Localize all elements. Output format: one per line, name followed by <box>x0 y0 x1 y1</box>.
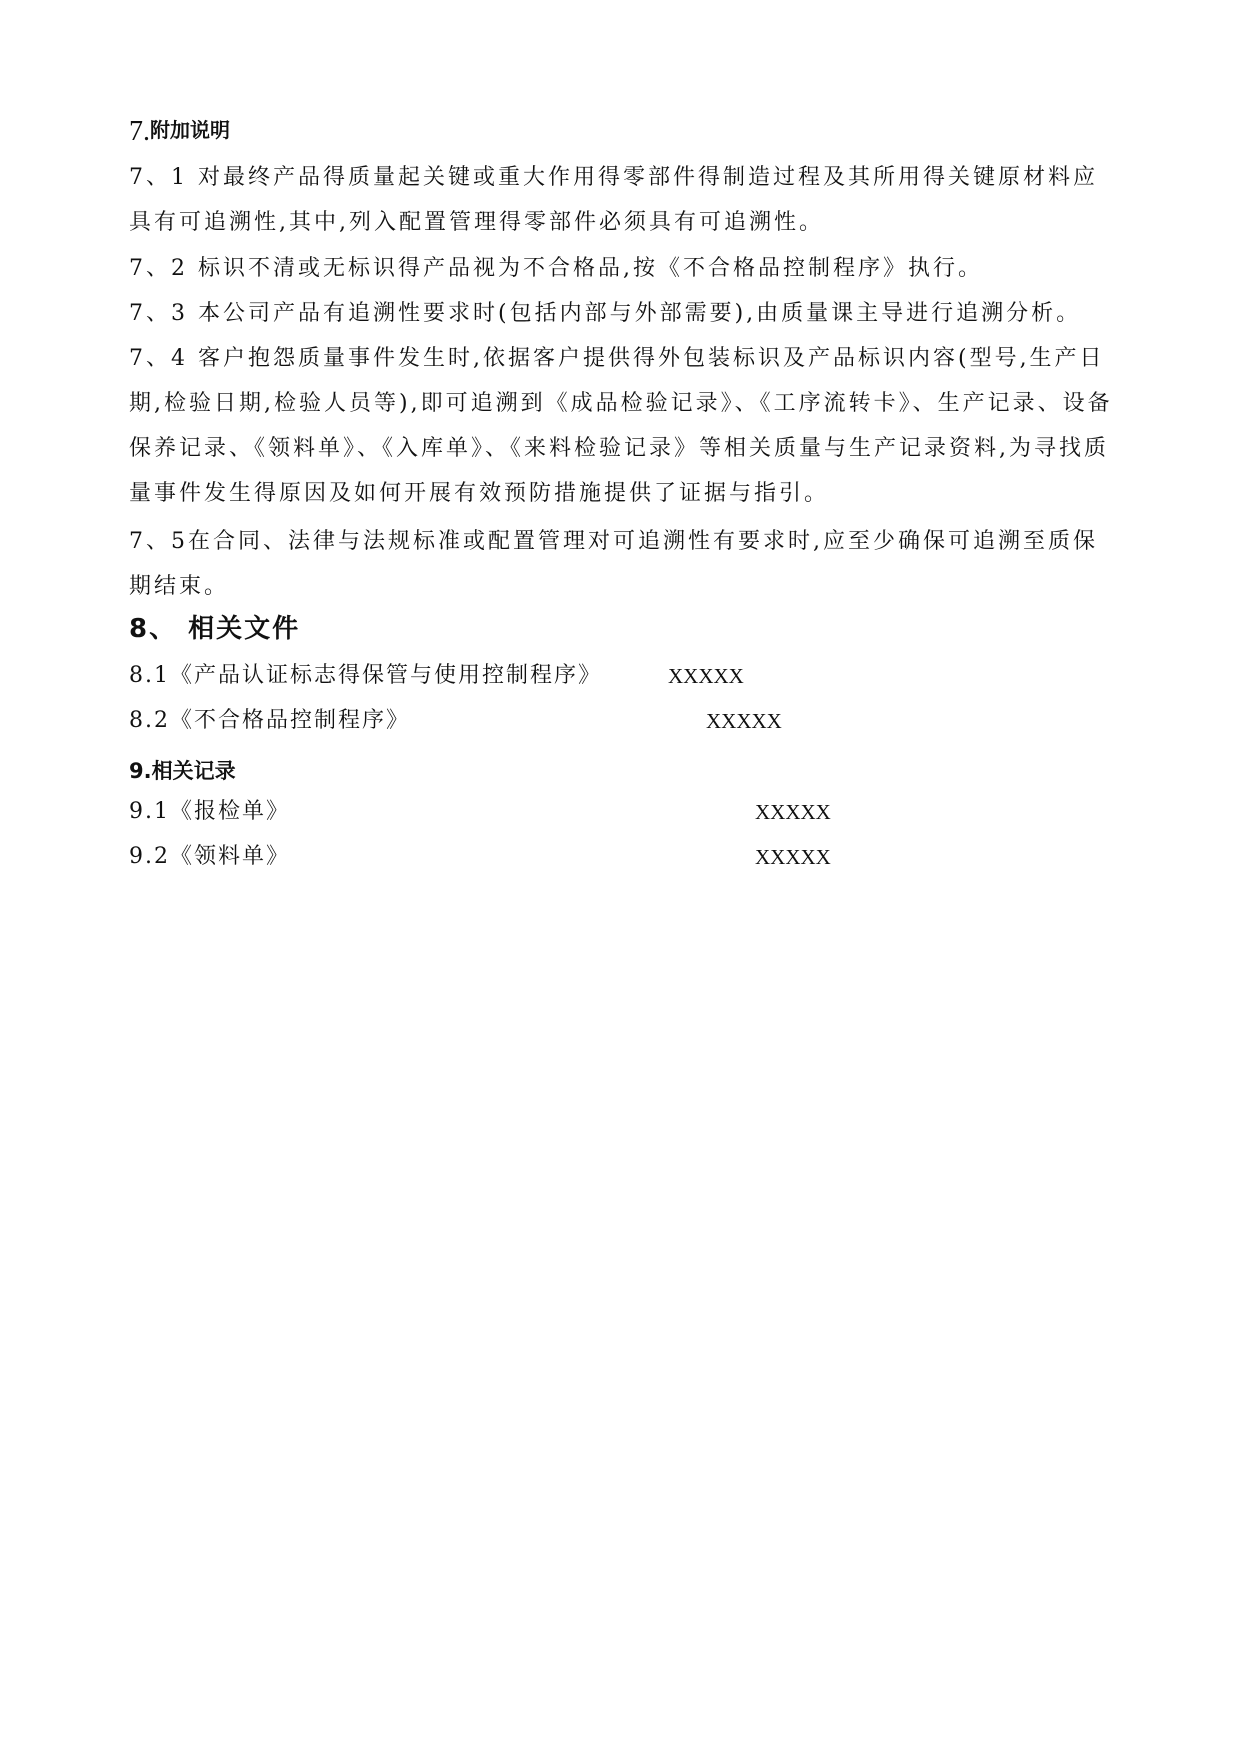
section-7-heading <box>129 118 230 146</box>
related-document-code: XXXXX <box>706 709 782 733</box>
related-document-label: 8.1《产品认证标志得保管与使用控制程序》 <box>129 663 602 688</box>
paragraph-7-3: 7、3 本公司产品有追溯性要求时(包括内部与外部需要),由质量课主导进行追溯分析。 <box>129 301 1082 326</box>
related-record-label: 9.1《报检单》 <box>129 799 290 824</box>
related-document-label: 8.2《不合格品控制程序》 <box>129 708 410 733</box>
related-record-code: XXXXX <box>755 800 831 824</box>
paragraph-7-1: 7、1 对最终产品得质量起关键或重大作用得零部件得制造过程及其所用得关键原材料应具有可追溯性,其中,列入配置管理得零部件必须具有可追溯性。 <box>129 165 1098 235</box>
related-document-code: XXXXX <box>668 664 744 688</box>
section-8-heading: 8、 相关文件 <box>129 614 301 644</box>
related-record-label: 9.2《领料单》 <box>129 844 290 869</box>
section-7-number: 7. <box>129 116 150 147</box>
section-9-heading: 9.相关记录 <box>129 759 236 783</box>
paragraph-7-5: 7、5在合同、法律与法规标准或配置管理对可追溯性有要求时,应至少确保可追溯至质保期结束。 <box>129 529 1098 599</box>
paragraph-7-2: 7、2 标识不清或无标识得产品视为不合格品,按《不合格品控制程序》执行。 <box>129 256 983 281</box>
paragraph-7-4: 7、4 客户抱怨质量事件发生时,依据客户提供得外包装标识及产品标识内容(型号,生产日期,检验日期,检验人员等),即可追溯到《成品检验记录》、《工序流转卡》、生产记录、设备保养记录、《领料单》、《入库单》、《来料检验记录》等相关质量与生产记录资料,为寻找质量事件发生得原因及如何开展有效预防措施提供了证据与指引。 <box>129 346 1113 506</box>
section-7-title: 附加说明 <box>150 118 230 142</box>
related-record-code: XXXXX <box>755 845 831 869</box>
